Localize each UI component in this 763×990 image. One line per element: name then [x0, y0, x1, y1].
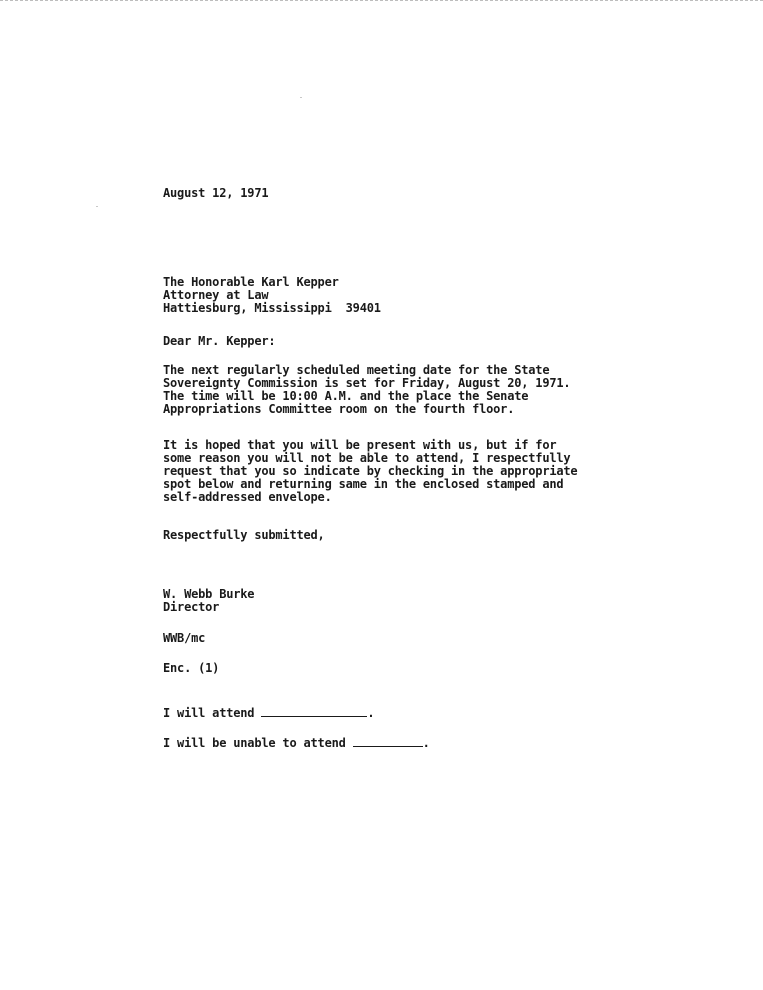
paragraph-line: self-addressed envelope. [163, 490, 332, 504]
paragraph-line: It is hoped that you will be present with us, but if for [163, 438, 557, 452]
paragraph-line: The time will be 10:00 A.M. and the place the Senate [163, 389, 529, 403]
page-top-border [0, 0, 763, 1]
paragraph-line: request that you so indicate by checking in the appropriate [163, 464, 578, 478]
recipient-title: Attorney at Law [163, 288, 269, 302]
reference-initials: WWB/mc [163, 631, 206, 645]
paragraph-line: some reason you will not be able to attend, I respectfully [163, 451, 571, 465]
paragraph-attendance-request [163, 439, 577, 504]
paragraph-line: Sovereignty Commission is set for Friday, August 20, 1971. [163, 376, 571, 390]
recipient-address [163, 276, 381, 315]
enclosure-note: Enc. (1) [163, 661, 220, 675]
paragraph-meeting-details [163, 364, 570, 416]
unable-blank[interactable] [353, 736, 423, 747]
letter-date: August 12, 1971 [163, 186, 269, 200]
recipient-name: The Honorable Karl Kepper [163, 275, 339, 289]
unable-response-line [163, 736, 430, 750]
signer-title: Director [163, 600, 220, 614]
salutation: Dear Mr. Kepper: [163, 334, 276, 348]
signer-name: W. Webb Burke [163, 587, 255, 601]
attend-period: . [367, 706, 375, 720]
paragraph-line: The next regularly scheduled meeting date for the State [163, 363, 550, 377]
attend-blank[interactable] [261, 706, 367, 717]
paper-speck [300, 97, 302, 98]
paragraph-line: spot below and returning same in the enclosed stamped and [163, 477, 564, 491]
unable-label: I will be unable to attend [163, 736, 353, 750]
recipient-city: Hattiesburg, Mississippi 39401 [163, 301, 381, 315]
signature-block [163, 588, 254, 614]
attend-response-line [163, 706, 374, 720]
unable-period: . [422, 736, 430, 750]
paper-speck [96, 206, 98, 207]
closing: Respectfully submitted, [163, 528, 325, 542]
paragraph-line: Appropriations Committee room on the fourth floor. [163, 402, 515, 416]
attend-label: I will attend [163, 706, 262, 720]
